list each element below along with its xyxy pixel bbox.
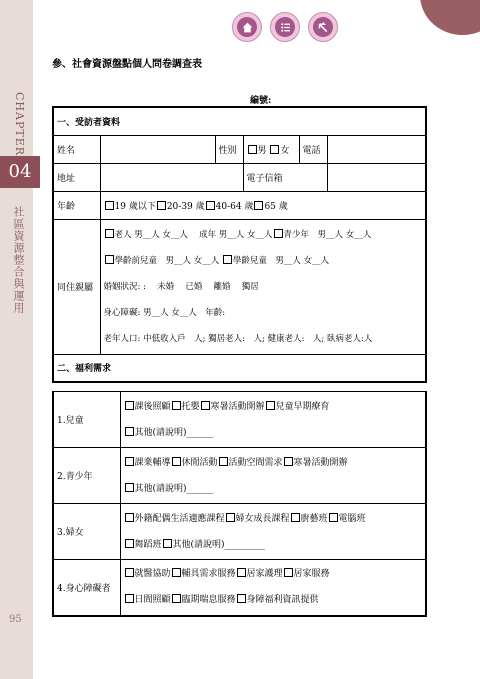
name-label: 姓名 <box>53 135 100 163</box>
need-options-children: 課後照顧 托嬰 寒暑活動開辦 兒童早期療育 其他(請說明)______ <box>120 392 426 448</box>
checkbox-c2[interactable] <box>172 401 181 410</box>
phone-label: 電話 <box>299 135 327 163</box>
checkbox-age-3[interactable] <box>206 201 215 210</box>
phone-field[interactable] <box>327 135 426 163</box>
home-icon <box>241 21 254 34</box>
cohabit-line-1: 老人 男__人 女__人 成年 男__人 女__人 青少年 男__人 女__人 <box>104 222 423 248</box>
chapter-number: 04 <box>0 156 40 188</box>
checkbox-c3[interactable] <box>201 401 210 410</box>
need-options-women: 外籍配偶生活適應課程 婦女成長課程 廚藝班 電腦班 舞蹈班 其他(請說明)_________ <box>120 504 426 560</box>
checkbox-y4[interactable] <box>284 457 293 466</box>
need-options-youth: 課業輔導 休閒活動 活動空間需求 寒暑活動開辦 其他(請說明)______ <box>120 448 426 504</box>
checkbox-male[interactable] <box>248 145 257 154</box>
name-field[interactable] <box>100 135 215 163</box>
part1-title: 一、受訪者資料 <box>53 107 426 135</box>
checkbox-age-2[interactable] <box>157 201 166 210</box>
nav-buttons <box>232 12 338 42</box>
checkbox-d4[interactable] <box>284 568 293 577</box>
checkbox-elder[interactable] <box>105 229 114 238</box>
gender-field: 男 女 <box>243 135 299 163</box>
chapter-sidebar <box>0 0 33 679</box>
email-label: 電子信箱 <box>243 163 327 191</box>
checkbox-age-4[interactable] <box>254 201 263 210</box>
checkbox-y1[interactable] <box>125 457 134 466</box>
page-number: 95 <box>9 614 22 625</box>
address-label: 地址 <box>53 163 100 191</box>
cohabit-line-3: 婚姻狀況: : 未婚 已婚 離婚 獨居 <box>103 281 259 292</box>
need-label-children: 1.兒童 <box>53 392 120 448</box>
checkbox-age-1[interactable] <box>105 201 114 210</box>
checkbox-youth[interactable] <box>274 229 283 238</box>
checkbox-w5[interactable] <box>125 539 134 548</box>
survey-table <box>52 106 427 383</box>
welfare-table <box>52 391 427 617</box>
gender-label: 性別 <box>215 135 243 163</box>
need-label-youth: 2.青少年 <box>53 448 120 504</box>
checkbox-c5[interactable] <box>125 427 134 436</box>
need-options-disabled: 就醫協助 輔具需求服務 居家護理 居家服務 日間照顧 臨期喘息服務 身障福利資訊提供 <box>120 560 426 616</box>
checkbox-w2[interactable] <box>226 513 235 522</box>
back-button[interactable] <box>308 12 338 42</box>
list-button[interactable] <box>270 12 300 42</box>
part2-title: 二、福利需求 <box>53 354 426 382</box>
age-label: 年齡 <box>53 191 100 219</box>
email-field[interactable] <box>327 163 426 191</box>
checkbox-c1[interactable] <box>125 401 134 410</box>
checkbox-d2[interactable] <box>172 568 181 577</box>
checkbox-d7[interactable] <box>237 594 246 603</box>
checkbox-w1[interactable] <box>125 513 134 522</box>
checkbox-d5[interactable] <box>125 594 134 603</box>
checkbox-d6[interactable] <box>172 594 181 603</box>
need-label-disabled: 4.身心障礙者 <box>53 560 120 616</box>
checkbox-d3[interactable] <box>237 568 246 577</box>
serial-number-label: 編號: <box>250 96 272 106</box>
chapter-label: CHAPTER <box>13 92 26 157</box>
age-options: 19 歲以下 20-39 歲 40-64 歲 65 歲 <box>100 191 426 219</box>
home-button[interactable] <box>232 12 262 42</box>
checkbox-y5[interactable] <box>125 483 134 492</box>
list-icon <box>279 21 292 34</box>
checkbox-c4[interactable] <box>266 401 275 410</box>
cohabit-line-5: 老年人口: 中低收入戶 人; 獨居老人: 人; 健康老人: 人; 臥病老人:人 <box>103 333 373 344</box>
cohabit-details <box>100 219 426 354</box>
checkbox-preschool[interactable] <box>105 255 114 264</box>
checkbox-female[interactable] <box>270 145 279 154</box>
cohabit-label: 同住親屬 <box>53 219 100 354</box>
checkbox-w3[interactable] <box>291 513 300 522</box>
checkbox-w6[interactable] <box>163 539 172 548</box>
address-field[interactable] <box>100 163 243 191</box>
corner-decoration <box>420 0 480 35</box>
checkbox-d1[interactable] <box>125 568 134 577</box>
checkbox-w4[interactable] <box>329 513 338 522</box>
need-label-women: 3.婦女 <box>53 504 120 560</box>
cohabit-line-4: 身心障礙: 男__人 女__人 年齡: <box>103 307 226 318</box>
checkbox-schoolchild[interactable] <box>223 255 232 264</box>
checkbox-y3[interactable] <box>219 457 228 466</box>
chapter-title: 社區資源整合與運用 <box>12 206 25 314</box>
cohabit-line-2: 學齡前兒童 男__人 女__人 學齡兒童 男__人 女__人 <box>104 248 423 274</box>
checkbox-y2[interactable] <box>172 457 181 466</box>
section-title: 參、社會資源盤點個人問卷調查表 <box>52 59 202 70</box>
back-icon <box>317 21 330 34</box>
